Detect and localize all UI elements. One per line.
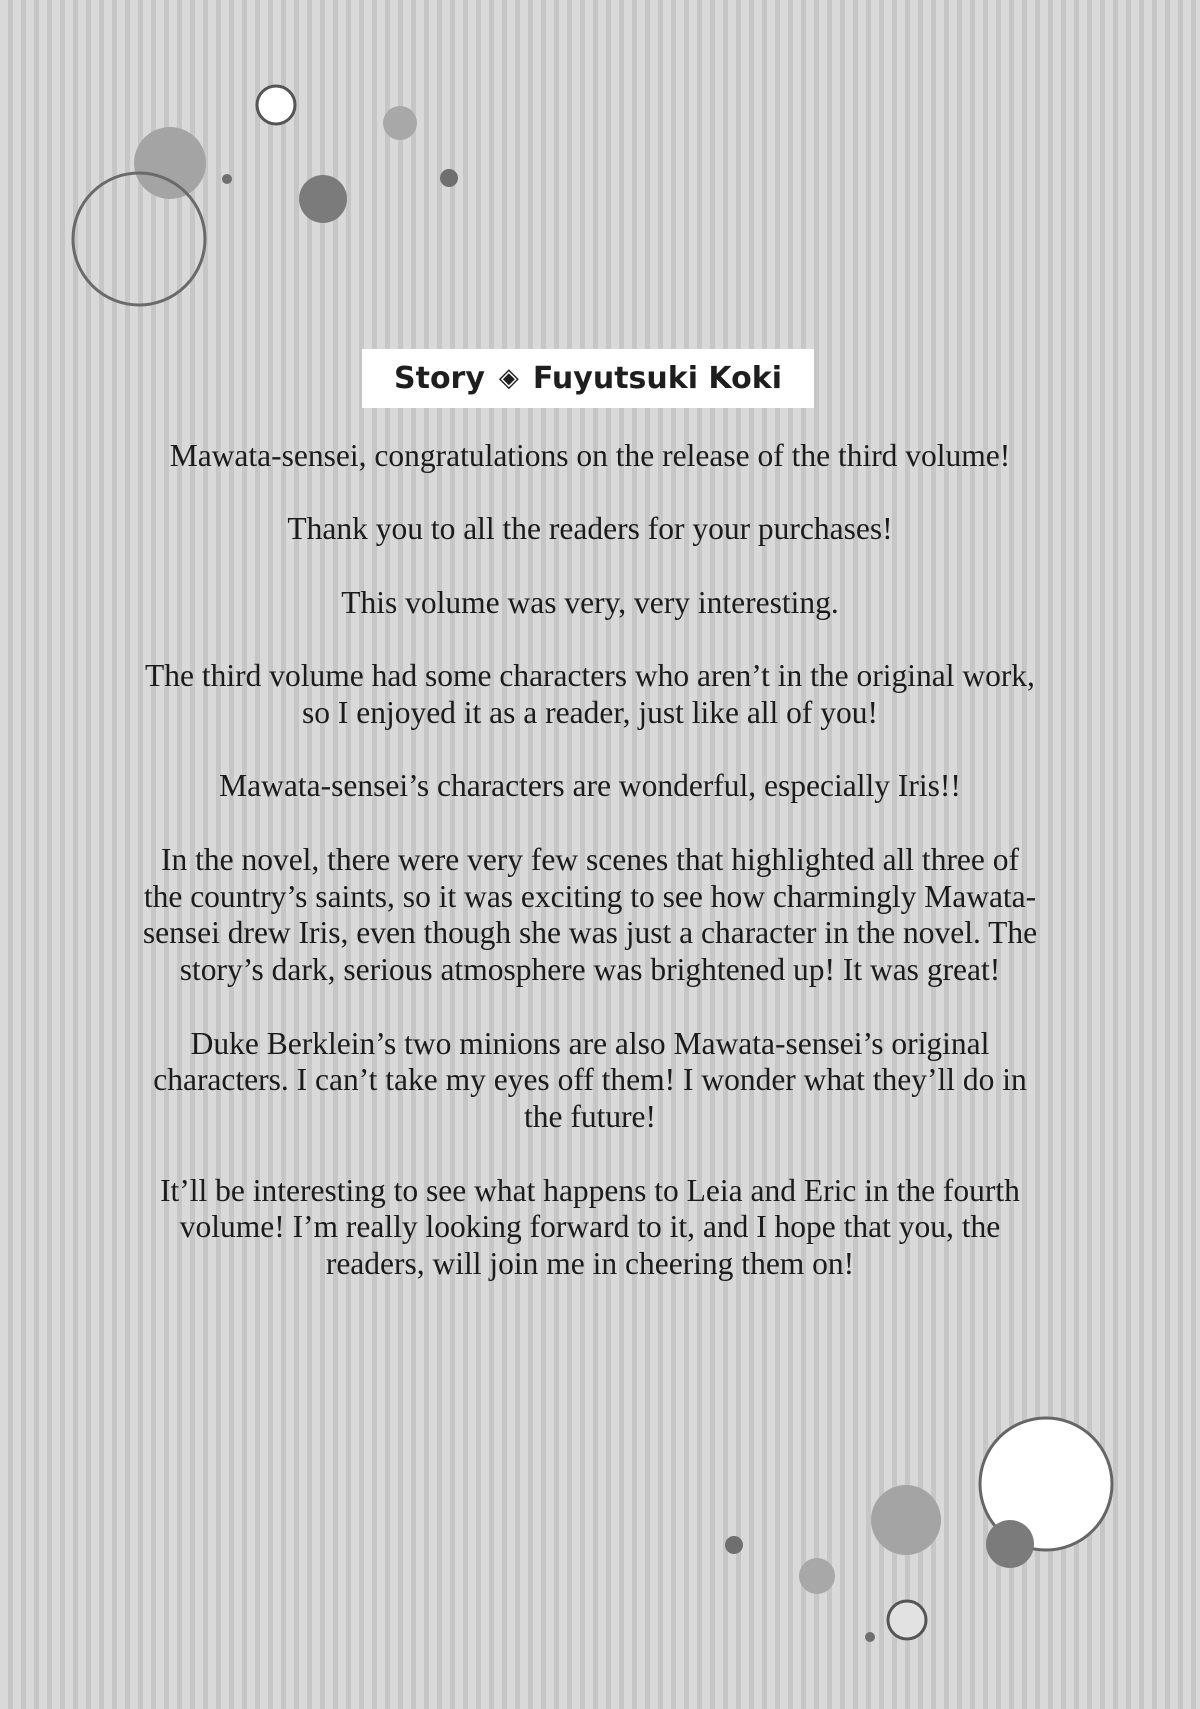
message-body [140,438,1040,1283]
bubble-dot-bottom [725,1536,743,1554]
bubble-dot-small-2 [440,169,458,187]
paragraph: This volume was very, very interesting. [341,584,839,620]
diamond-separator-icon: ◈ [498,362,519,393]
paragraph: Thank you to all the readers for your purchases! [287,511,893,547]
bubble-ring-large [73,173,205,305]
bubble-dot-small [222,174,232,184]
title-label: Story [394,361,485,396]
bubble-outline-bottom [888,1601,926,1639]
bubble-light-large [134,127,206,199]
author-name: Fuyutsuki Koki [532,361,782,396]
paragraph: It’ll be interesting to see what happens to Leia and Eric in the fourth volume! I’m really looking forward to it, and I hope that you, the readers, will join me in cheering them on! [160,1172,1020,1282]
bubble-light-small-bottom [799,1558,835,1594]
paragraph: In the novel, there were very few scenes that highlighted all three of the country’s saints, so it was exciting to see how charmingly Mawata-sensei drew Iris, even though she was just a character in the novel. The story’s dark, serious atmosphere was brightened up! It was great! [142,841,1038,988]
bubble-dark [299,175,347,223]
bubble-light-top [383,106,417,140]
paragraph: Duke Berklein’s two minions are also Mawata-sensei’s original characters. I can’t take my eyes off them! I wonder what they’ll do in the future! [153,1025,1027,1135]
paragraph: Mawata-sensei, congratulations on the release of the third volume! [169,438,1011,473]
bubble-dark-bottom [986,1520,1034,1568]
section-title [362,349,814,408]
bubble-dot-bottom-2 [865,1632,875,1642]
paragraph: Mawata-sensei’s characters are wonderful, especially Iris!! [219,768,961,804]
bubble-outline-top [257,86,295,124]
paragraph: The third volume had some characters who aren’t in the original work, so I enjoyed it as a reader, just like all of you! [145,658,1035,730]
bubble-light-bottom [871,1485,941,1555]
